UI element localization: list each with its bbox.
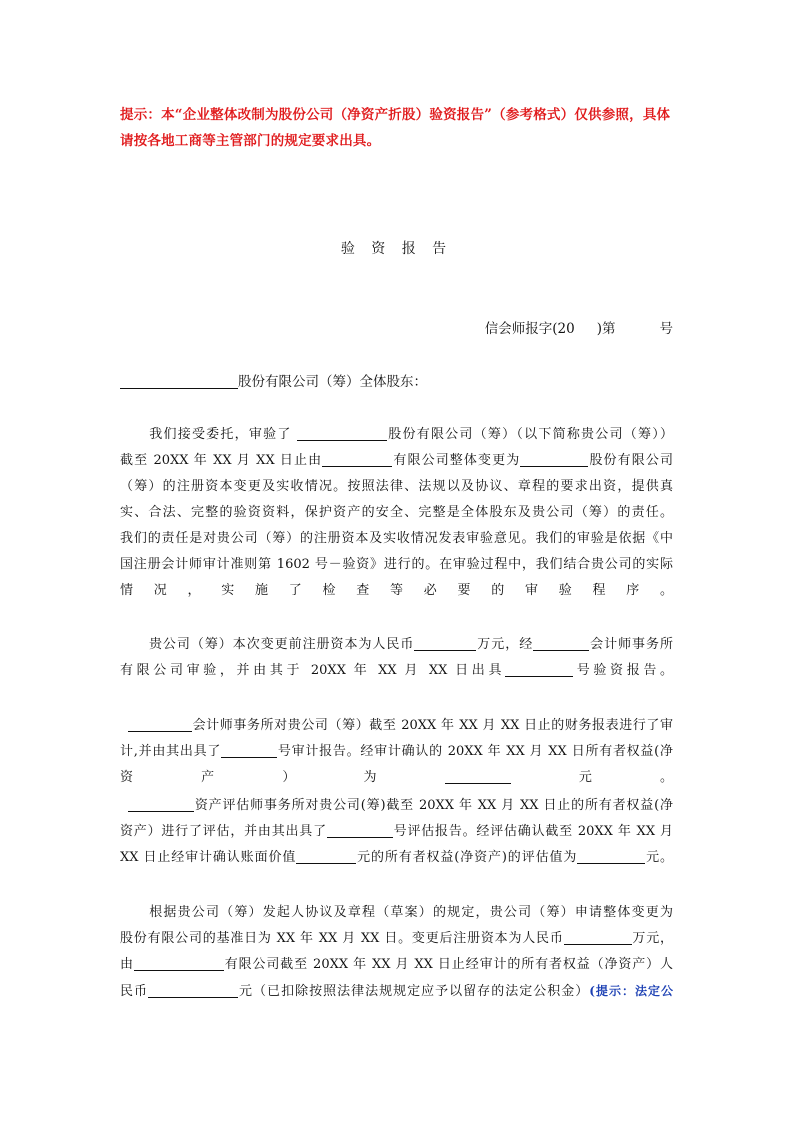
p2-line1c: 会计师事务所	[589, 637, 673, 652]
blank-firm-2[interactable]	[128, 716, 192, 732]
blank-equity-amount[interactable]	[445, 768, 511, 784]
p1-line2a: 截至 20XX 年 XX 月 XX 日止由	[120, 453, 323, 468]
paragraph-conversion	[120, 900, 673, 1005]
blank-report-no-1[interactable]	[505, 661, 573, 677]
blank-new-capital[interactable]	[564, 929, 632, 945]
p4-line2a: 资产）进行了评估，并由其出具了	[120, 824, 327, 839]
p4-line1: 资产评估师事务所对贵公司(筹)截至 20XX 年 XX 月 XX 日止的所有者权益(净	[194, 798, 673, 813]
report-title: 验 资 报 告	[340, 241, 453, 257]
blank-company-2[interactable]	[322, 451, 392, 467]
p5-line2a: 股份有限公司的基准日为 XX 年 XX 月 XX 日。变更后注册资本为人民币	[120, 931, 564, 946]
blank-valuer[interactable]	[128, 796, 194, 812]
reference-number	[120, 317, 673, 337]
blank-company-1[interactable]	[297, 425, 387, 441]
p1-line2c: 股份有限公司	[588, 453, 673, 468]
p5-hint: (提示：法定公	[589, 984, 673, 998]
blank-net-assets[interactable]	[148, 982, 238, 998]
p4-line2b: 号评估报告。经评估确认截至 20XX 年 XX 月	[392, 824, 673, 839]
p3-line1: 会计师事务所对贵公司（筹）截至 20XX 年 XX 月 XX 日止的财务报表进行了审	[192, 718, 673, 733]
p1-line6: 国注册会计师审计准则第 1602 号－验资》进行的。在审验过程中，我们结合贵公司的实际	[120, 557, 673, 572]
blank-firm-1[interactable]	[533, 635, 589, 651]
ref-prefix: 信会师报字(20	[484, 321, 575, 337]
blank-valuation-no[interactable]	[327, 822, 393, 838]
p4-line3b: 元的所有者权益(净资产)的评估值为	[356, 850, 578, 865]
p3-line2a: 计,并由其出具了	[120, 744, 222, 759]
p5-line4b: 元（已扣除按照法律法规规定应予以留存的法定公积金）	[238, 984, 590, 999]
blank-valuation-amount[interactable]	[577, 848, 645, 864]
p2-line1b: 万元，经	[476, 637, 534, 652]
p4-line3a: XX 日止经审计确认账面价值	[120, 850, 297, 865]
p1-line4: 实、合法、完整的验资资料，保护资产的安全、完整是全体股东及贵公司（筹）的责任。	[120, 505, 673, 520]
p5-line3b: 有限公司截至 20XX 年 XX 月 XX 日止经审计的所有者权益（净资产）人	[223, 957, 673, 972]
blank-amount-1[interactable]	[414, 635, 476, 651]
p1-line5: 我们的责任是对贵公司（筹）的注册资本及实收情况发表审验意见。我们的审验是依据《中	[120, 531, 673, 546]
paragraph-engagement	[120, 422, 673, 604]
p5-line4a: 民币	[120, 984, 149, 999]
p1-line3: （筹）的注册资本变更及实收情况。按照法律、法规以及协议、章程的要求出资，提供真	[120, 479, 673, 494]
p5-line2b: 万元，	[631, 931, 673, 946]
paragraph-audit	[120, 713, 673, 791]
p2-line2a: 有限公司审验，并由其于 20XX 年 XX 月 XX 日出具	[120, 663, 506, 678]
p3-line3a: 资产）为	[120, 770, 445, 785]
paragraph-valuation	[120, 793, 673, 871]
notice-text: 提示：本“企业整体改制为股份公司（净资产折股）验资报告”（参考格式）仅供参照，具体请按各地工商等主管部门的规定要求出具。	[120, 107, 671, 149]
p3-line3b: 元。	[510, 770, 673, 785]
company-name-blank[interactable]	[120, 373, 238, 389]
p1-line1b: 股份有限公司（筹）（以下简称贵公司（筹））	[387, 427, 673, 442]
blank-book-value[interactable]	[296, 848, 356, 864]
p1-line2b: 有限公司整体变更为	[392, 453, 521, 468]
blank-audit-no[interactable]	[221, 742, 277, 758]
paragraph-prior-capital	[120, 632, 673, 684]
p4-line3c: 元。	[645, 850, 673, 865]
p1-line7: 情况，实施了检查等必要的审验程序。	[120, 583, 673, 598]
p1-line1a: 我们接受委托，审验了	[148, 427, 292, 442]
p5-line3a: 由	[120, 957, 134, 972]
addressee	[120, 370, 427, 390]
p5-line1: 根据贵公司（筹）发起人协议及章程（草案）的规定，贵公司（筹）申请整体变更为	[148, 905, 673, 920]
p2-line1a: 贵公司（筹）本次变更前注册资本为人民币	[148, 637, 415, 652]
p2-line2b: 号验资报告。	[573, 663, 673, 678]
blank-company-4[interactable]	[134, 955, 224, 971]
addressee-text: 股份有限公司（筹）全体股东：	[238, 374, 427, 390]
ref-middle: )第	[596, 321, 616, 337]
blank-company-3[interactable]	[520, 451, 588, 467]
p3-line2b: 号审计报告。经审计确认的 20XX 年 XX 月 XX 日所有者权益(净	[277, 744, 673, 759]
ref-suffix: 号	[659, 321, 673, 337]
